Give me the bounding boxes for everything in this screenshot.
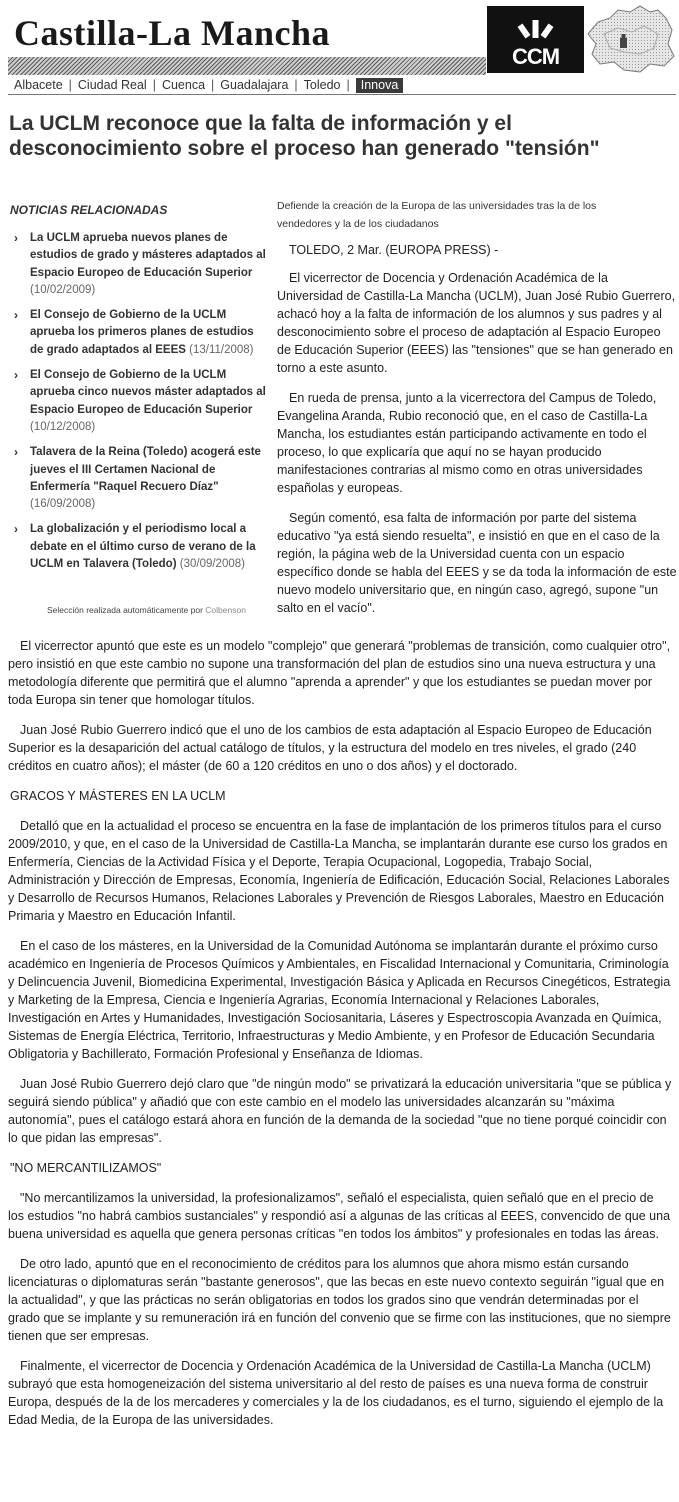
article-paragraph: De otro lado, apuntó que en el reconocimiento de créditos para los alumnos que ahora mismo están cursando licenciaturas o diplomaturas serán "bastante generosos", que las becas en este nuevo contexto seguirán "igual que en la actualidad", y que las prácticas no serán obligatorias en todos los grados sino que vendrán determinadas por el grado que se implante y su remuneración irá en función del convenio que se firme con las instituciones, que no siempre tienen que ser empresas. [8,1257,671,1343]
related-news-title[interactable]: La UCLM aprueba nuevos planes de estudios de grado y másteres adaptados al Espacio Europeo de Educación Superior [30,232,266,279]
nav-item-cuenca[interactable]: Cuenca [161,78,206,92]
article-paragraph: Finalmente, el vicerrector de Docencia y Ordenación Académica de la Universidad de Castilla-La Mancha (UCLM) subrayó que esta homogeneización del sistema universitario al del resto de países es una nueva forma de construir Europa, después de la de los mercaderes y comerciales y la de los ciudadanos, es el turno, siguiendo el ejemplo de la Edad Media, de la Europa de las universidades. [8,1359,664,1427]
logo-text: CCM [511,44,560,69]
selection-note [47,605,246,615]
related-news-item[interactable] [10,367,266,436]
site-header [0,0,679,78]
related-news-item[interactable] [10,230,266,299]
nav-separator: | [346,78,350,92]
chevron-right-icon: › [14,231,18,245]
site-brand[interactable]: Castilla-La Mancha [14,13,331,53]
chevron-right-icon: › [14,308,18,323]
article-paragraph: Juan José Rubio Guerrero indicó que el uno de los cambios de esta adaptación al Espacio Europeo de Educación Superior es la desaparición del actual catálogo de títulos, y la estructura del modelo en tres niveles, el grado (240 créditos en cuatro años); el máster (de 60 a 120 créditos en uno o dos años) y el doctorado. [8,723,652,773]
article-paragraph: Según comentó, esa falta de información por parte del sistema educativo "ya está siendo resuelta", e insistió en que en el caso de la región, la página web de la Universidad cuenta con un espacio específico donde se habla del EEES y se da toda la información de este nuevo modelo universitario que, en ningún caso, agregó, supone "un salto en el vacío". [277,511,677,615]
article-paragraph: Juan José Rubio Guerrero dejó claro que "de ningún modo" se privatizará la educación universitaria "que se pública y seguirá siendo pública" y añadió que con este cambio en el modelo las universidades alcanzarán su "máxima autonomía", pues el catálogo estará ahora en función de la demanda de la sociedad "que no tiene porqué coincidir con lo que pidan las empresas". [8,1077,672,1145]
header-stripe [8,57,486,75]
article-paragraph: El vicerrector de Docencia y Ordenación Académica de la Universidad de Castilla-La Mancha (UCLM), Juan José Rubio Guerrero, achacó hoy a la falta de información de los alumnos y sus padres y al desconocimiento sobre el proceso de adaptación al Espacio Europeo de Educación Superior (EEES) las "tensiones" que se han generado en torno a este asunto. [277,271,676,375]
region-map-icon [584,4,676,76]
nav-separator: | [68,78,72,92]
related-news-title[interactable]: El Consejo de Gobierno de la UCLM aprueba los primeros planes de estudios de grado adaptados al EEES [30,309,254,356]
related-news-date: (10/12/2008) [30,420,96,433]
article-dateline: TOLEDO, 2 Mar. (EUROPA PRESS) - [289,243,499,257]
related-news-item[interactable] [10,521,266,573]
related-news-title[interactable]: La globalización y el periodismo local a debate en el último curso de verano de la UCLM en Talavera (Toledo) [30,523,256,571]
nav-item-albacete[interactable]: Albacete [14,78,63,92]
related-news-date: (10/02/2009) [30,283,96,296]
article-body [8,637,672,1441]
related-news-date: (16/09/2008) [30,498,96,511]
chevron-right-icon: › [14,368,18,383]
section-heading: GRACOS Y MÁSTERES EN LA UCLM [10,789,226,803]
related-news-date: (13/11/2008) [189,343,254,356]
article-paragraph: En el caso de los másteres, en la Universidad de la Comunidad Autónoma se implantarán durante el próximo curso académico en Ingeniería de Procesos Químicos y Ambientales, en Fiscalidad Internacional y Comunitaria, Criminología y Delincuencia Juvenil, Biomedicina Experimental, Investigación Básica y Aplicada en Recursos Cinegéticos, Estrategia y Marketing de la Empresa, Ciencia e Ingeniería Agrarias, Economía Internacional y Relaciones Laborales, Investigación en Artes y Humanidades, Investigación Sociosanitaria, Láseres y Espectroscopia Avanzada en Química, Sistemas de Energía Eléctrica, Territorio, Infraestructuras y Medio Ambiente, y en Profesor de Educación Secundaria Obligatoria y Bachillerato, Formación Profesional y Enseñanza de Idiomas. [8,939,671,1061]
article-paragraph: El vicerrector apuntó que este es un modelo "complejo" que generará "problemas de transición, como cualquier otro", pero insistió en que este cambio no supone una transformación del plan de estudios sino una nueva estructura y una metodología diferente que permitirá que el alumno "aprenda a aprender" y que los estudiantes se puedan mover por toda Europa sin tener que homologar títulos. [8,639,671,707]
selection-note-brand[interactable]: Colbenson [205,605,246,615]
related-news-item[interactable] [10,444,266,513]
related-news-list [10,230,266,573]
nav-separator: | [152,78,156,92]
chevron-right-icon: › [14,522,18,537]
nav-separator: | [294,78,298,92]
article-paragraph: "No mercantilizamos la universidad, la profesionalizamos", señaló el especialista, quien señaló que en el precio de los estudios "no habrá cambios sustanciales" y respondió así a algunas de las críticas al EEES, convencido de que una buena universidad es aquella que genera personas críticas "en todos los ámbitos" y profesionales en todas las áreas. [8,1191,671,1241]
article-paragraph: En rueda de prensa, junto a la vicerrectora del Campus de Toledo, Evangelina Aranda, Rubio reconoció que, en el caso de Castilla-La Mancha, los estudiantes están participando activamente en todo el proceso, lo que explicaría que aquí no se hayan producido manifestaciones contrarias al mismo como en otras universidades españolas y europeas. [277,391,657,495]
article-lead-paragraphs [277,269,677,617]
related-news-item[interactable] [10,307,266,359]
article-title: La UCLM reconoce que la falta de información y el desconocimiento sobre el proceso han generado "tensión" [9,112,600,160]
province-nav [8,78,676,95]
related-news-date: (30/09/2008) [179,558,245,571]
related-news-title[interactable]: Talavera de la Reina (Toledo) acogerá este jueves el III Certamen Nacional de Enfermería "Raquel Recuero Díaz" [30,446,261,493]
nav-item-ciudad-real[interactable]: Ciudad Real [77,78,147,92]
nav-item-toledo[interactable]: Toledo [303,78,341,92]
selection-note-text: Selección realizada automáticamente por [47,605,203,615]
related-news-heading: NOTICIAS RELACIONADAS [10,203,168,217]
article-lead-column [277,241,677,629]
section-heading: "NO MERCANTILIZAMOS" [10,1161,162,1175]
ccm-logo[interactable] [487,6,584,73]
related-news [10,203,266,581]
chevron-right-icon: › [14,445,18,460]
article-paragraph: Detalló que en la actualidad el proceso se encuentra en la fase de implantación de los primeros títulos para el curso 2009/2010, y que, en el caso de la Universidad de Castilla-La Mancha, se implantarán durante ese curso los grados en Enfermería, Ciencias de la Actividad Física y el Deporte, Terapia Ocupacional, Logopedia, Trabajo Social, Administración y Dirección de Empresas, Economía, Ingeniería de Edificación, Educación Social, Relaciones Laborales y Desarrollo de Recursos Humanos, Relaciones Laborales y Prevención de Riesgos Laborales, Maestro en Educación Primaria y Maestro en Educación Infantil. [8,819,670,923]
nav-item-guadalajara[interactable]: Guadalajara [220,78,289,92]
article-subtitle: Defiende la creación de la Europa de las universidades tras la de los vendedores y la de los ciudadanos [277,200,597,230]
nav-item-innova[interactable]: Innova [356,78,404,93]
nav-separator: | [211,78,215,92]
related-news-title[interactable]: El Consejo de Gobierno de la UCLM aprueba cinco nuevos máster adaptados al Espacio Europeo de Educación Superior [30,369,266,416]
